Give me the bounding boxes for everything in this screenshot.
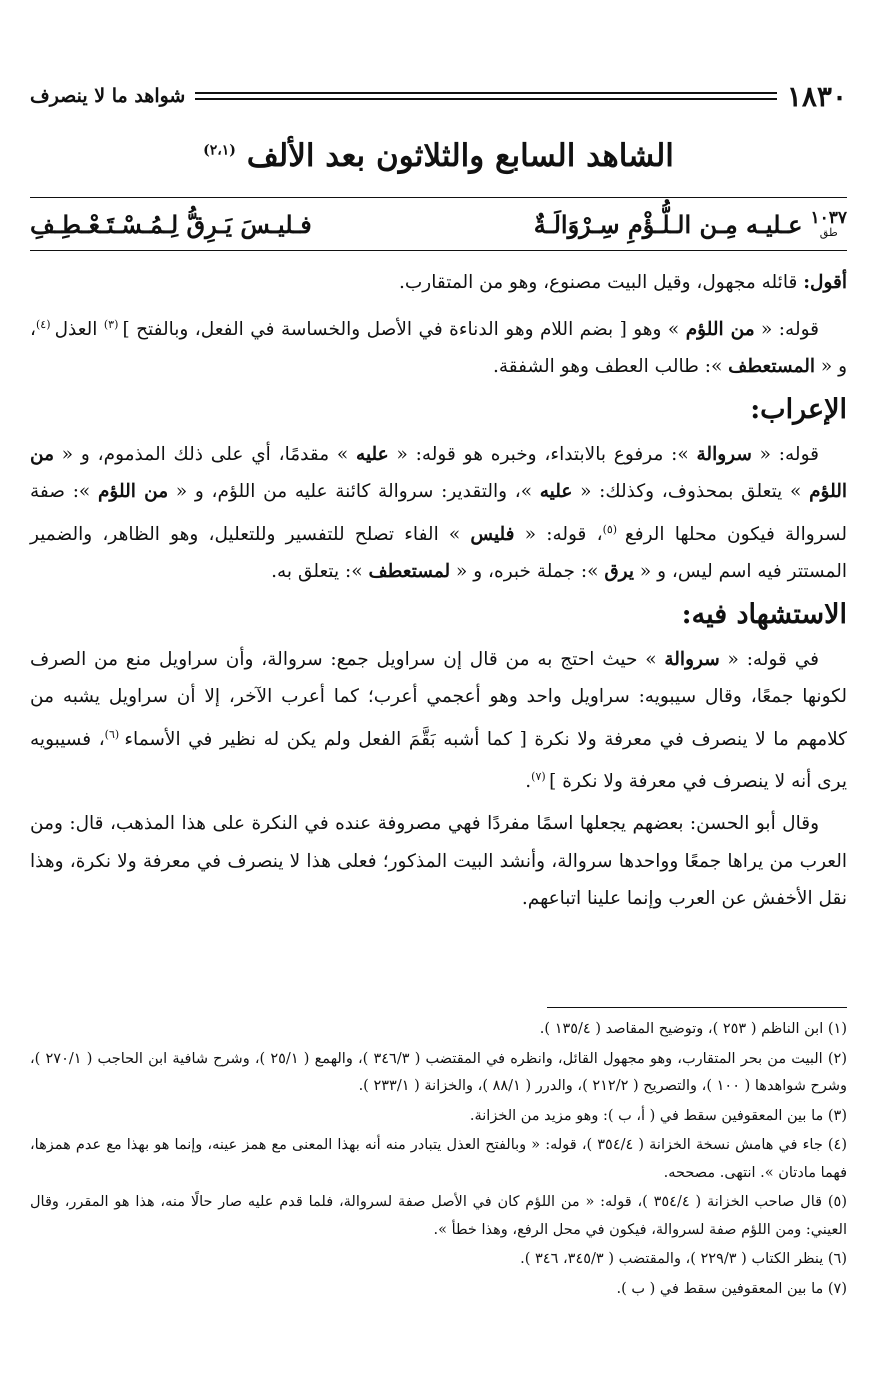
footnote-7: (٧) ما بين المعقوفين سقط في ( ب ). bbox=[616, 1280, 847, 1297]
footnote-6: (٦) ينظر الكتاب ( ٢٢٩/٣ )، والمقتضب ( ٣٤٥/٣، ٣٤٦ ). bbox=[520, 1251, 847, 1267]
second-hemistich: فـليـسَ يَـرِقُّ لِـمُـسْـتَـعْـطِـفِ bbox=[30, 209, 312, 239]
footnote-3: (٣) ما بين المعقوفين سقط في ( أ، ب ): وهو مزيد من الخزانة. bbox=[469, 1107, 847, 1124]
text-run: »: صفة لسروالة فيكون محلها الرفع bbox=[30, 481, 847, 545]
text-run: » مقدمًا، أي على ذلك المذموم، و « bbox=[54, 443, 357, 465]
text-run: »: مرفوع بالابتداء، وخبره هو قوله: « bbox=[388, 443, 697, 465]
paragraph-istishhad bbox=[30, 641, 847, 801]
text-run: »: جملة خبره، و « bbox=[450, 561, 605, 583]
footnotes bbox=[30, 1007, 847, 1305]
footnote-1: (١) ابن الناظم ( ٢٥٣ )، وتوضيح المقاصد ( ١٣٥/٤ ). bbox=[539, 1021, 847, 1037]
first-hemistich: عـليـه مِـن الـلُّـؤْمِ سِـرْوَالَـةٌ bbox=[533, 209, 803, 239]
running-head bbox=[30, 80, 847, 112]
paragraph-aqul bbox=[30, 264, 847, 302]
text-run: العذل bbox=[54, 318, 104, 340]
chapter-title bbox=[30, 138, 847, 174]
term: سروالة bbox=[696, 443, 752, 465]
term: فليس bbox=[470, 523, 515, 545]
chapter-title-text: الشاهد السابع والثلاثون بعد الألف bbox=[246, 138, 674, 174]
text-run: » الفاء تصلح للتفسير وللتعليل، وهو الظاهر، والضمير المستتر فيه اسم ليس، و « bbox=[30, 523, 847, 583]
footnote-ref-7: (٧) bbox=[531, 770, 550, 784]
title-footnote-ref: (٢،١) bbox=[203, 142, 236, 159]
term: من اللؤم bbox=[685, 318, 755, 340]
footnote-2: (٢) البيت من بحر المتقارب، وهو مجهول القائل، وانظره في المقتضب ( ٣٤٦/٣ )، والهمع ( ٢٥/١ )، وشرح شافية ابن الحاجب ( ٢٧٠/١ )، وشرح شواهدها ( ١٠٠ )، والتصريح ( ٢١٢/٢ )، والدرر ( ٨٨/١ )، والخزانة ( ٢٣٣/١ ). bbox=[30, 1050, 847, 1094]
term: من اللؤم bbox=[97, 481, 169, 503]
paragraph-vocabulary bbox=[30, 306, 847, 386]
paragraph-abu-al-hasan: وقال أبو الحسن: بعضهم يجعلها اسمًا مفردًا فهي مصروفة عنده في النكرة على هذا المذهب، قال: ومن العرب من يراها جمعًا وواحدها سروالة، وأنشد البيت المذكور؛ فعلى هذا لا ينصرف في معرفة ولا نكرة، وهذا نقل الأخفش عن العرب وإنما علينا اتباعهم. bbox=[30, 813, 847, 910]
text-run: ، و « bbox=[30, 318, 847, 378]
page-number: ١٨٣٠ bbox=[786, 79, 847, 113]
footnote-ref-3: (٣) bbox=[103, 317, 123, 331]
footnote-ref-4: (٤) bbox=[35, 317, 55, 331]
term: من اللؤم bbox=[30, 443, 847, 503]
header-rule bbox=[195, 92, 777, 100]
text-run: ، قوله: « bbox=[514, 523, 603, 545]
footnote-5: (٥) قال صاحب الخزانة ( ٣٥٤/٤ )، قوله: « من اللؤم كان في الأصل صفة لسروالة، فلما قدم عليه صار حالًا منه، هذا هو المقرر، وقال العيني: ومن اللؤم صفة لسروالة، فيكون في محل الرفع، وهذا خطأ ». bbox=[30, 1194, 847, 1238]
aqul-text: قائله مجهول، وقيل البيت مصنوع، وهو من المتقارب. bbox=[399, 272, 804, 293]
text-run: » وهو [ بضم اللام وهو الدناءة في الأصل والخساسة في الفعل، وبالفتح ] bbox=[122, 318, 686, 340]
footnote-ref-6: (٦) bbox=[104, 727, 125, 741]
term: عليه bbox=[539, 481, 573, 503]
running-title: شواهد ما لا ينصرف bbox=[30, 85, 186, 107]
verse-number bbox=[810, 210, 847, 238]
verse-meter-abbrev: طق bbox=[819, 226, 838, 239]
footnote-ref-5: (٥) bbox=[602, 522, 625, 536]
text-run: . bbox=[525, 771, 532, 793]
footnote-4: (٤) جاء في هامش نسخة الخزانة ( ٣٥٤/٤ )، قوله: « وبالفتح العذل يتبادر منه أنه بهذا المعنى مع همز عينه، وإنما هو بهذا مع عدم همزها، فهما مادتان ». انتهى. مصححه. bbox=[30, 1137, 847, 1181]
term: عليه bbox=[356, 443, 389, 465]
text-run: قوله: « bbox=[754, 318, 819, 340]
text-run: »، والتقدير: سروالة كائنة عليه من اللؤم، و « bbox=[168, 481, 540, 503]
term: لمستعطف bbox=[368, 561, 451, 583]
irab-heading: الإعراب: bbox=[750, 393, 847, 425]
verse-number-value: ١٠٣٧ bbox=[810, 208, 847, 228]
term: المستعطف bbox=[728, 356, 815, 378]
text-run: » يتعلق بمحذوف، وكذلك: « bbox=[572, 481, 810, 503]
text-run: »: طالب العطف وهو الشفقة. bbox=[492, 356, 729, 378]
footnote-rule bbox=[547, 1007, 847, 1008]
verse-box bbox=[30, 197, 847, 251]
text-run: » حيث احتج به من قال إن سراويل جمع: سروالة، وأن سراويل منع من الصرف لكونها جمعًا، وقال سيبويه: سراويل واحد وهو أعجمي أعرب؛ كما أعرب الآخر، إلا أن سراويل يشبه من كلامهم ما لا ينصرف في معرفة ولا نكرة [ كما أشبه بَقَّمَ الفعل ولم يكن له نظير في الأسماء bbox=[30, 648, 847, 750]
aqul-label: أقول: bbox=[803, 272, 847, 293]
term: سروالة bbox=[664, 648, 720, 670]
text-run: »: يتعلق به. bbox=[271, 561, 369, 583]
istishhad-heading: الاستشهاد فيه: bbox=[681, 598, 847, 630]
text-run: ، فسيبويه يرى أنه لا ينصرف في معرفة ولا نكرة ] bbox=[30, 728, 847, 793]
paragraph-irab bbox=[30, 436, 847, 591]
term: يرق bbox=[604, 561, 635, 583]
text-run: في قوله: « bbox=[719, 648, 819, 670]
commentary-body bbox=[30, 264, 847, 922]
text-run: قوله: « bbox=[751, 443, 819, 465]
